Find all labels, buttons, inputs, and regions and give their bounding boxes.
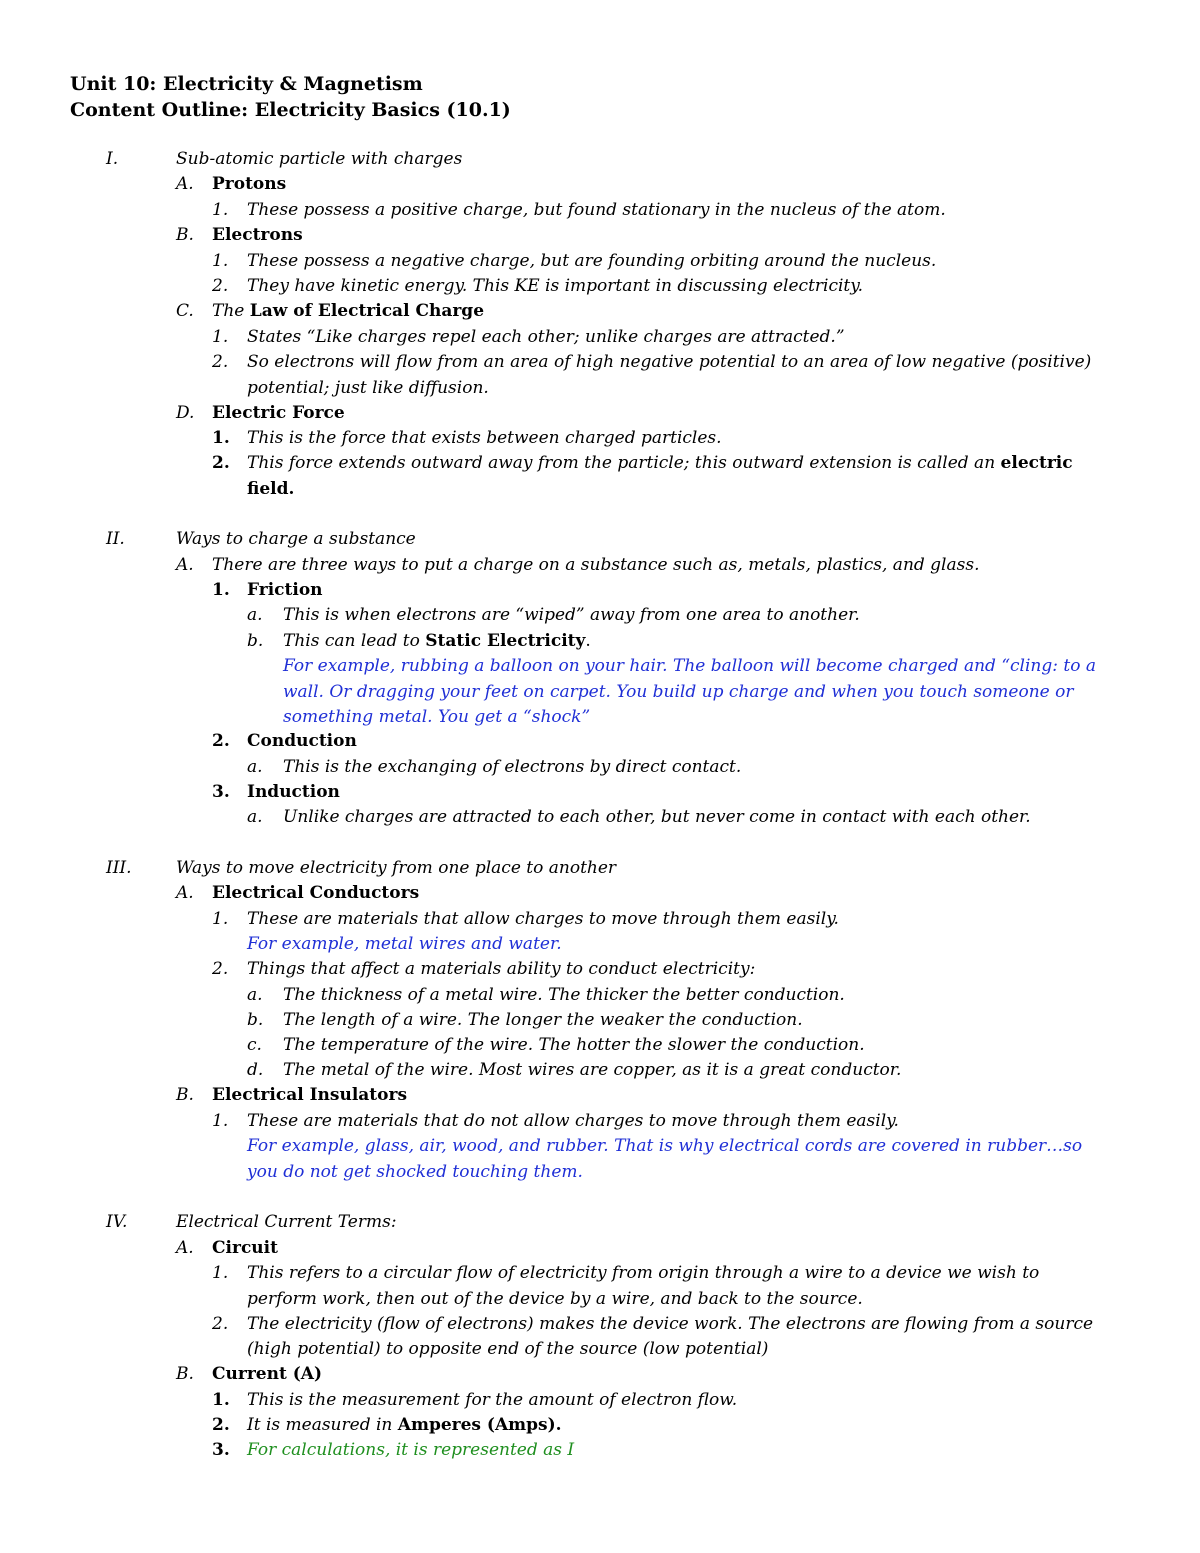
item-marker: 1. — [212, 251, 229, 271]
item-text: The thickness of a metal wire. The thicker the better conduction. — [283, 985, 845, 1005]
item-text: The metal of the wire. Most wires are copper, as it is a great conductor. — [283, 1060, 902, 1080]
example-note: For example, glass, air, wood, and rubber. That is why electrical cords are covered in rubber…so — [247, 1136, 1083, 1156]
section-numeral: III. — [106, 858, 132, 878]
item-marker: D. — [176, 403, 195, 423]
item-text: These possess a positive charge, but found stationary in the nucleus of the atom. — [247, 200, 946, 220]
item-marker: 2. — [212, 1415, 230, 1435]
item-marker: a. — [247, 985, 263, 1005]
text-run: . — [585, 631, 591, 651]
item-marker: 1. — [212, 909, 229, 929]
item-marker: 1. — [212, 1263, 229, 1283]
item-text-continued: (high potential) to opposite end of the source (low potential) — [247, 1339, 769, 1359]
item-text: This is the measurement for the amount of electron flow. — [247, 1390, 738, 1410]
item-marker: B. — [176, 1085, 194, 1105]
item-marker: C. — [176, 301, 194, 321]
example-note: wall. Or dragging your feet on carpet. You build up charge and when you touch someone or — [283, 682, 1074, 702]
item-marker: d. — [247, 1060, 264, 1080]
item-text: This is when electrons are “wiped” away from one area to another. — [283, 605, 860, 625]
section-title: Electrical Current Terms: — [176, 1212, 397, 1232]
item-marker: a. — [247, 757, 263, 777]
item-heading: Electrical Insulators — [212, 1085, 408, 1105]
text-run: This force extends outward away from the particle; this outward extension is called an — [247, 453, 1001, 473]
item-marker: A. — [176, 1238, 194, 1258]
section-numeral: I. — [106, 149, 119, 169]
item-marker: 1. — [212, 200, 229, 220]
example-note: you do not get shocked touching them. — [247, 1162, 583, 1182]
item-heading: Electrons — [212, 225, 303, 245]
item-text: These possess a negative charge, but are founding orbiting around the nucleus. — [247, 251, 937, 271]
heading-prefix: The — [212, 301, 250, 321]
outline-title: Content Outline: Electricity Basics (10.1) — [70, 99, 511, 121]
section-title: Ways to move electricity from one place to another — [176, 858, 617, 878]
item-marker: A. — [176, 883, 194, 903]
unit-title: Unit 10: Electricity & Magnetism — [70, 73, 423, 95]
item-marker: 1. — [212, 327, 229, 347]
item-text: Things that affect a materials ability to conduct electricity: — [247, 959, 756, 979]
item-heading: Circuit — [212, 1238, 278, 1258]
item-text: States “Like charges repel each other; unlike charges are attracted.” — [247, 327, 845, 347]
item-heading: Electrical Conductors — [212, 883, 420, 903]
item-heading: Current (A) — [212, 1364, 323, 1384]
item-text: So electrons will flow from an area of high negative potential to an area of low negative (positive) — [247, 352, 1092, 372]
item-text: They have kinetic energy. This KE is important in discussing electricity. — [247, 276, 864, 296]
item-marker: 1. — [212, 1111, 229, 1131]
item-marker: 2. — [212, 731, 230, 751]
item-marker: 1. — [212, 1390, 230, 1410]
item-text: This is the exchanging of electrons by direct contact. — [283, 757, 742, 777]
item-marker: 1. — [212, 428, 230, 448]
item-text: Unlike charges are attracted to each other, but never come in contact with each other. — [283, 807, 1031, 827]
item-text: This is the force that exists between charged particles. — [247, 428, 722, 448]
item-text: The temperature of the wire. The hotter the slower the conduction. — [283, 1035, 865, 1055]
item-marker: A. — [176, 174, 194, 194]
item-text: These are materials that do not allow charges to move through them easily. — [247, 1111, 899, 1131]
item-marker: a. — [247, 605, 263, 625]
section-numeral: IV. — [106, 1212, 128, 1232]
item-marker: 1. — [212, 580, 230, 600]
item-marker: b. — [247, 631, 264, 651]
item-heading: Protons — [212, 174, 287, 194]
item-text: This refers to a circular flow of electricity from origin through a wire to a device we wish to — [247, 1263, 1040, 1283]
calculation-note: For calculations, it is represented as I — [247, 1440, 575, 1460]
item-marker: 2. — [212, 959, 229, 979]
item-marker: 3. — [212, 1440, 230, 1460]
item-text — [247, 1413, 562, 1438]
example-note: For example, metal wires and water. — [247, 934, 562, 954]
item-text-continued: potential; just like diffusion. — [247, 378, 489, 398]
item-marker: 2. — [212, 453, 230, 473]
example-note: something metal. You get a “shock” — [283, 707, 591, 727]
item-text: The length of a wire. The longer the weaker the conduction. — [283, 1010, 803, 1030]
item-marker: a. — [247, 807, 263, 827]
item-heading: Induction — [247, 782, 340, 802]
heading-bold: Law of Electrical Charge — [249, 301, 485, 321]
item-text: These are materials that allow charges to move through them easily. — [247, 909, 839, 929]
item-marker: B. — [176, 1364, 194, 1384]
text-run: This can lead to — [283, 631, 426, 651]
section-title: Sub-atomic particle with charges — [176, 149, 463, 169]
item-marker: b. — [247, 1010, 264, 1030]
item-heading: Conduction — [247, 731, 357, 751]
text-bold: Static Electricity — [425, 631, 586, 651]
item-heading: Friction — [247, 580, 323, 600]
item-marker: 2. — [212, 1314, 229, 1334]
item-heading — [212, 299, 484, 324]
item-marker: B. — [176, 225, 194, 245]
item-heading: Electric Force — [212, 403, 345, 423]
text-run: . — [555, 1415, 562, 1435]
item-text: There are three ways to put a charge on a substance such as, metals, plastics, and glass. — [212, 555, 980, 575]
text-bold: electric — [1000, 453, 1073, 473]
item-text — [247, 451, 1073, 476]
item-marker: 3. — [212, 782, 230, 802]
item-text: The electricity (flow of electrons) makes the device work. The electrons are flowing from a source — [247, 1314, 1094, 1334]
example-note: For example, rubbing a balloon on your hair. The balloon will become charged and “cling: to a — [283, 656, 1096, 676]
item-text-continued: field. — [247, 479, 295, 499]
section-title: Ways to charge a substance — [176, 529, 416, 549]
item-marker: 2. — [212, 276, 229, 296]
item-marker: 2. — [212, 352, 229, 372]
item-marker: A. — [176, 555, 194, 575]
text-bold: Amperes (Amps) — [397, 1415, 556, 1435]
text-run: It is measured in — [247, 1415, 398, 1435]
item-marker: c. — [247, 1035, 262, 1055]
item-text-continued: perform work, then out of the device by a wire, and back to the source. — [247, 1289, 863, 1309]
item-text — [283, 629, 591, 654]
section-numeral: II. — [106, 529, 125, 549]
